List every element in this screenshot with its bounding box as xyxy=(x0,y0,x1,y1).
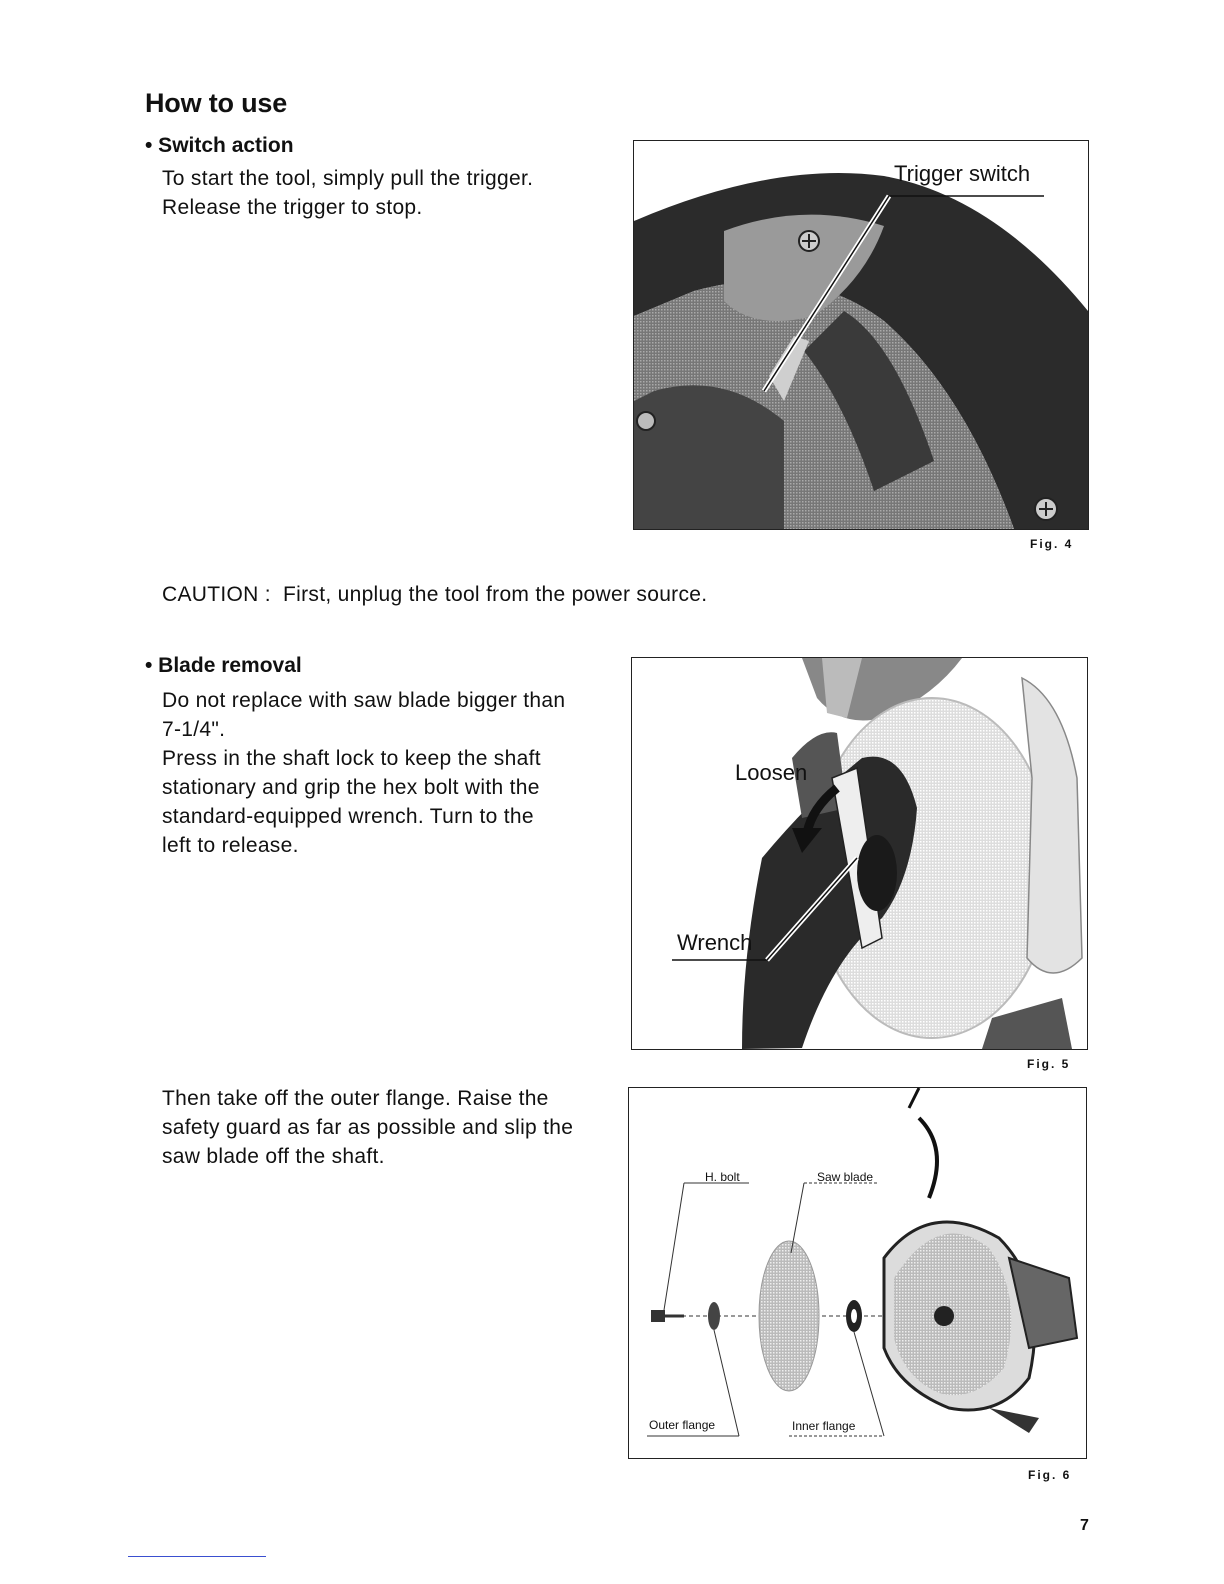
blade-removal-line-1: Do not replace with saw blade bigger than xyxy=(162,689,566,712)
flange-text xyxy=(162,1084,602,1171)
saw-blade-label: Saw blade xyxy=(817,1170,874,1184)
switch-action-line-1: To start the tool, simply pull the trigger. xyxy=(162,167,534,190)
blade-removal-heading: • Blade removal xyxy=(145,654,302,677)
blade-removal-line-5: standard-equipped wrench. Turn to the xyxy=(162,805,534,828)
exploded-view-diagram xyxy=(629,1088,1086,1458)
flange-line-2: safety guard as far as possible and slip the xyxy=(162,1116,574,1139)
h-bolt-label: H. bolt xyxy=(705,1170,740,1184)
outer-flange-label: Outer flange xyxy=(649,1418,716,1432)
blade-removal-line-2: 7-1/4". xyxy=(162,718,226,741)
wrench-label: Wrench xyxy=(677,930,753,955)
caution-note xyxy=(162,580,707,609)
figure-6-caption: Fig. 6 xyxy=(1028,1468,1072,1482)
blade-removal-line-4: stationary and grip the hex bolt with the xyxy=(162,776,540,799)
footer-link-rule xyxy=(128,1556,266,1557)
page-title: How to use xyxy=(145,88,288,118)
switch-action-text xyxy=(162,164,602,222)
figure-4-caption: Fig. 4 xyxy=(1030,537,1074,551)
blade-removal-text xyxy=(162,686,602,860)
figure-6-exploded-view xyxy=(628,1087,1087,1459)
loosen-label: Loosen xyxy=(735,760,808,785)
flange-line-1: Then take off the outer flange. Raise the xyxy=(162,1087,549,1110)
inner-flange-label: Inner flange xyxy=(792,1419,856,1433)
caution-text: First, unplug the tool from the power source. xyxy=(283,583,708,606)
flange-line-3: saw blade off the shaft. xyxy=(162,1145,385,1168)
trigger-switch-photo xyxy=(634,141,1088,529)
trigger-switch-label: Trigger switch xyxy=(894,161,1031,186)
blade-removal-line-3: Press in the shaft lock to keep the shaft xyxy=(162,747,541,770)
blade-removal-line-6: left to release. xyxy=(162,834,299,857)
blade-removal-photo xyxy=(632,658,1087,1049)
figure-5-caption: Fig. 5 xyxy=(1027,1057,1071,1071)
switch-action-line-2: Release the trigger to stop. xyxy=(162,196,423,219)
figure-4-trigger-switch xyxy=(633,140,1089,530)
caution-label: CAUTION : xyxy=(162,583,271,606)
figure-5-blade-removal xyxy=(631,657,1088,1050)
switch-action-heading: • Switch action xyxy=(145,134,294,157)
page-number: 7 xyxy=(1080,1517,1089,1534)
